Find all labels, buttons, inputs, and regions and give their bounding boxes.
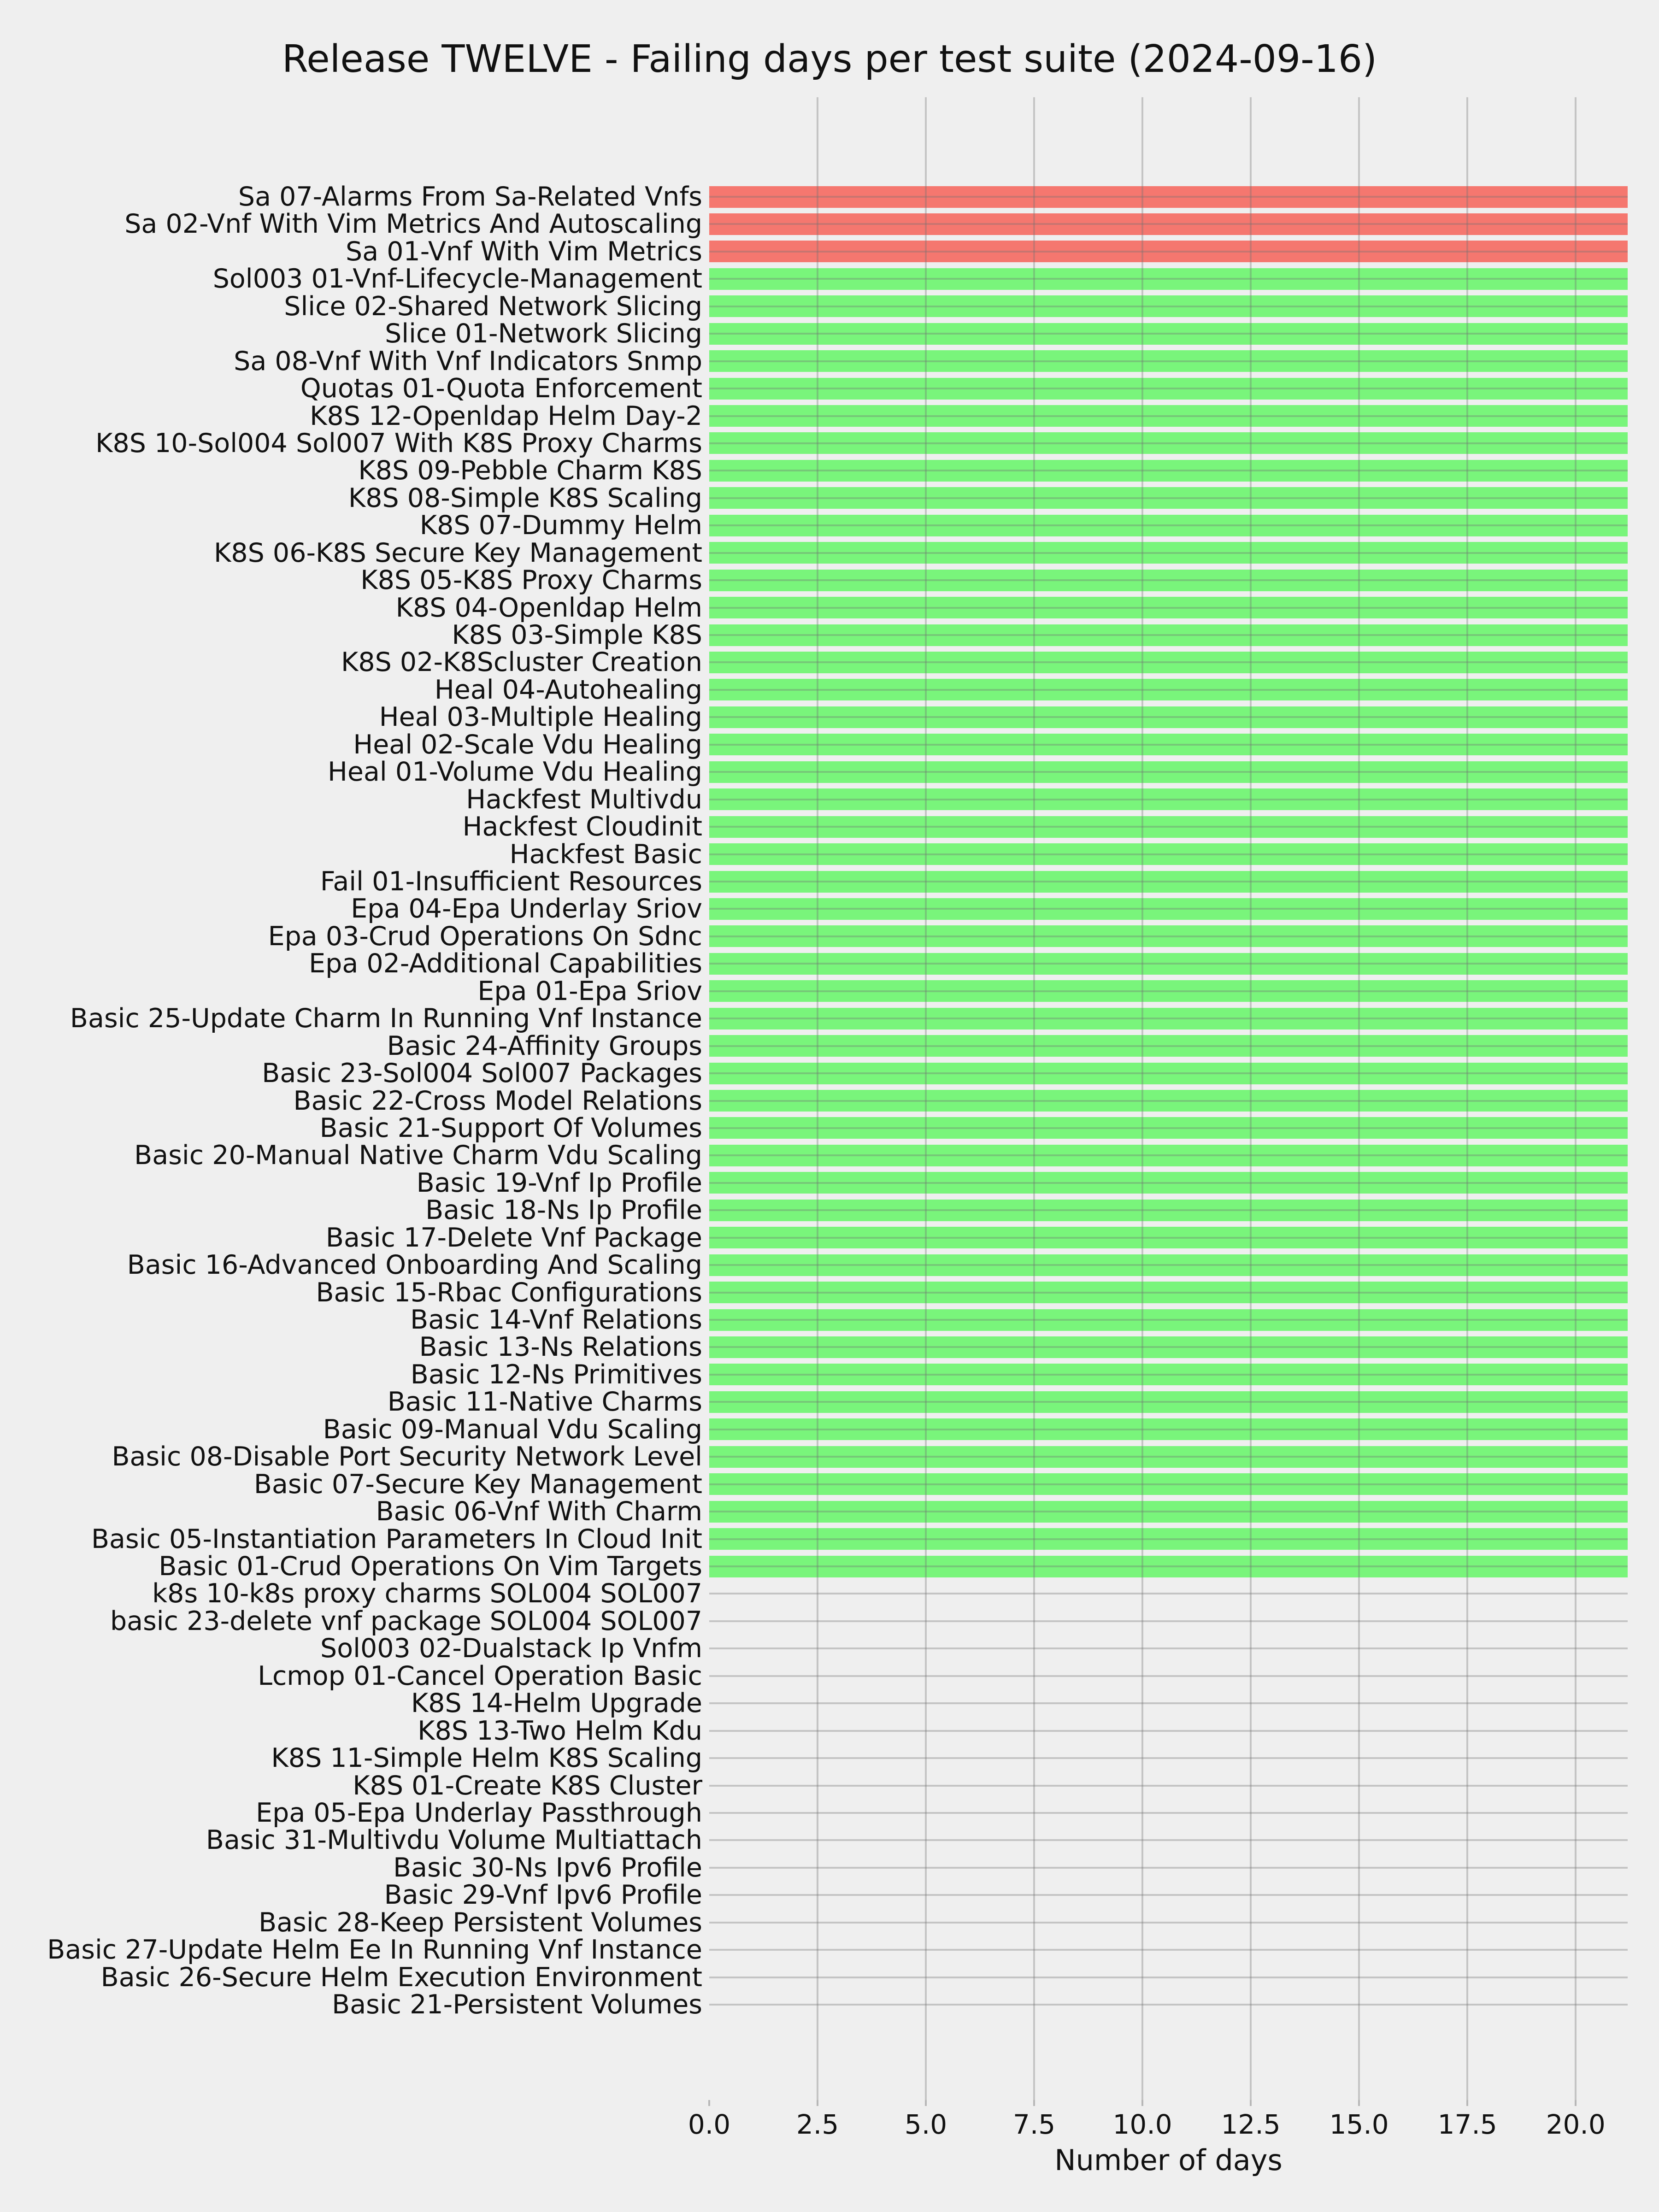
y-tick-label: K8S 02-K8Scluster Creation [341,647,702,678]
x-gridline [1466,97,1468,2100]
y-tick-label: k8s 10-k8s proxy charms SOL004 SOL007 [152,1578,702,1609]
x-axis-label: Number of days [1054,2143,1282,2177]
y-tick-label: Basic 25-Update Charm In Running Vnf Instance [70,1003,702,1034]
x-tick-mark [1575,2100,1577,2106]
y-tick-label: Fail 01-Insufficient Resources [320,866,702,897]
y-gridline [709,1565,1628,1567]
y-gridline [709,415,1628,417]
y-gridline [709,1894,1628,1896]
plot-area [709,97,1628,2100]
y-gridline [709,306,1628,307]
y-gridline [709,1209,1628,1211]
y-gridline [709,1401,1628,1403]
y-tick-label: K8S 11-Simple Helm K8S Scaling [271,1743,702,1774]
x-tick-mark [1358,2100,1360,2106]
y-tick-label: Epa 05-Epa Underlay Passthrough [256,1797,702,1828]
y-tick-label: Basic 11-Native Charms [387,1387,702,1418]
y-gridline [709,1264,1628,1266]
y-tick-label: K8S 13-Two Helm Kdu [418,1715,702,1746]
y-tick-label: Slice 02-Shared Network Slicing [284,291,702,322]
y-gridline [709,251,1628,253]
y-gridline [709,1785,1628,1787]
y-tick-label: Heal 03-Multiple Healing [379,702,702,733]
y-tick-label: Basic 23-Sol004 Sol007 Packages [262,1058,702,1089]
y-tick-label: Epa 02-Additional Capabilities [309,948,702,979]
y-tick-label: Basic 01-Crud Operations On Vim Targets [159,1551,702,1582]
y-tick-label: Sol003 02-Dualstack Ip Vnfm [320,1633,702,1664]
x-tick-mark [1466,2100,1468,2106]
y-gridline [709,607,1628,609]
y-tick-label: Basic 13-Ns Relations [419,1332,702,1363]
y-gridline [709,1374,1628,1376]
y-tick-label: Basic 19-Vnf Ip Profile [416,1167,702,1198]
x-tick-label: 15.0 [1329,2109,1389,2140]
y-tick-label: Hackfest Cloudinit [462,812,702,842]
y-gridline [709,1429,1628,1430]
y-gridline [709,1538,1628,1540]
x-gridline [925,97,927,2100]
y-tick-label: Basic 29-Vnf Ipv6 Profile [384,1880,702,1911]
y-gridline [709,1182,1628,1184]
y-tick-label: K8S 09-Pebble Charm K8S [358,455,702,486]
y-gridline [709,1867,1628,1869]
y-tick-label: Hackfest Basic [509,839,702,870]
y-gridline [709,935,1628,937]
y-tick-label: Sa 01-Vnf With Vim Metrics [346,236,702,267]
y-tick-label: Sol003 01-Vnf-Lifecycle-Management [212,264,702,294]
y-gridline [709,1593,1628,1594]
x-gridline [1033,97,1035,2100]
y-gridline [709,908,1628,910]
y-tick-label: Basic 17-Delete Vnf Package [325,1222,702,1253]
y-tick-label: Basic 31-Multivdu Volume Multiattach [206,1825,702,1856]
y-tick-label: Hackfest Multivdu [466,784,702,815]
y-tick-label: Heal 02-Scale Vdu Healing [353,729,702,760]
y-tick-label: K8S 14-Helm Upgrade [411,1688,702,1719]
y-gridline [709,1292,1628,1294]
y-tick-label: Sa 07-Alarms From Sa-Related Vnfs [238,182,702,212]
y-gridline [709,497,1628,499]
y-gridline [709,442,1628,444]
y-tick-label: Basic 22-Cross Model Relations [293,1085,702,1116]
y-gridline [709,196,1628,198]
y-tick-label: Basic 26-Secure Helm Execution Environment [100,1962,702,1993]
y-tick-label: Basic 24-Affinity Groups [387,1030,702,1061]
x-gridline [817,97,818,2100]
y-gridline [709,470,1628,471]
y-gridline [709,524,1628,526]
x-tick-mark [1141,2100,1143,2106]
y-gridline [709,799,1628,800]
y-tick-label: K8S 12-Openldap Helm Day-2 [310,400,702,431]
y-tick-label: K8S 05-K8S Proxy Charms [360,565,702,596]
y-tick-label: Sa 08-Vnf With Vnf Indicators Snmp [234,346,702,377]
y-gridline [709,278,1628,280]
y-gridline [709,881,1628,882]
x-gridline [1250,97,1252,2100]
y-gridline [709,1647,1628,1649]
x-tick-label: 12.5 [1221,2109,1281,2140]
y-gridline [709,744,1628,746]
y-gridline [709,1702,1628,1704]
y-gridline [709,223,1628,225]
x-tick-label: 10.0 [1112,2109,1172,2140]
y-gridline [709,552,1628,554]
y-gridline [709,1483,1628,1485]
y-gridline [709,1730,1628,1732]
y-tick-label: Basic 21-Persistent Volumes [332,1989,702,2020]
y-gridline [709,1839,1628,1841]
y-tick-label: Basic 20-Manual Native Charm Vdu Scaling [134,1140,702,1171]
y-gridline [709,1237,1628,1239]
y-tick-label: K8S 03-Simple K8S [452,620,702,651]
y-gridline [709,1319,1628,1321]
y-tick-label: Basic 05-Instantiation Parameters In Cloud Init [91,1524,702,1554]
x-gridline [1358,97,1360,2100]
y-gridline [709,853,1628,855]
y-tick-label: Basic 14-Vnf Relations [410,1305,702,1335]
y-gridline [709,963,1628,965]
y-gridline [709,661,1628,663]
y-tick-label: K8S 06-K8S Secure Key Management [213,537,702,568]
y-gridline [709,990,1628,992]
x-tick-label: 2.5 [796,2109,839,2140]
chart-title: Release TWELVE - Failing days per test suite (2024-09-16) [282,37,1377,81]
y-tick-label: Heal 01-Volume Vdu Healing [328,757,702,788]
y-tick-label: Epa 01-Epa Sriov [477,976,702,1006]
x-tick-label: 7.5 [1012,2109,1056,2140]
x-gridline [1575,97,1577,2100]
y-tick-label: Sa 02-Vnf With Vim Metrics And Autoscaling [124,209,702,240]
y-gridline [709,388,1628,389]
y-tick-label: K8S 01-Create K8S Cluster [353,1770,702,1801]
y-gridline [709,689,1628,691]
y-gridline [709,1812,1628,1814]
y-tick-label: Basic 08-Disable Port Security Network Level [112,1441,702,1472]
y-tick-label: Lcmop 01-Cancel Operation Basic [258,1660,702,1691]
y-tick-label: Basic 15-Rbac Configurations [316,1277,702,1308]
y-tick-label: Epa 03-Crud Operations On Sdnc [268,921,702,952]
y-gridline [709,1045,1628,1047]
y-tick-label: Basic 07-Secure Key Management [253,1469,702,1500]
y-gridline [709,1100,1628,1102]
y-gridline [709,1977,1628,1978]
y-gridline [709,634,1628,636]
x-tick-mark [1033,2100,1035,2106]
y-gridline [709,826,1628,828]
y-tick-label: Basic 18-Ns Ip Profile [425,1195,702,1226]
x-tick-label: 17.5 [1437,2109,1497,2140]
y-tick-label: Basic 12-Ns Primitives [410,1359,702,1390]
y-gridline [709,360,1628,362]
y-tick-label: Basic 09-Manual Vdu Scaling [323,1414,702,1445]
y-tick-label: Heal 04-Autohealing [434,674,702,705]
y-gridline [709,2004,1628,2006]
y-tick-label: Basic 28-Keep Persistent Volumes [259,1907,702,1938]
x-tick-mark [708,2100,710,2106]
y-gridline [709,716,1628,718]
y-tick-label: Basic 06-Vnf With Charm [376,1496,702,1527]
y-gridline [709,1949,1628,1951]
y-gridline [709,1072,1628,1074]
y-tick-label: Basic 30-Ns Ipv6 Profile [393,1852,702,1883]
y-tick-label: Quotas 01-Quota Enforcement [300,373,702,404]
x-tick-mark [925,2100,927,2106]
y-gridline [709,1154,1628,1156]
x-tick-mark [1250,2100,1252,2106]
x-gridline [1141,97,1143,2100]
y-tick-label: Basic 27-Update Helm Ee In Running Vnf Instance [47,1935,702,1965]
y-gridline [709,771,1628,773]
y-gridline [709,333,1628,335]
y-tick-label: basic 23-delete vnf package SOL004 SOL007 [110,1606,702,1636]
y-gridline [709,1511,1628,1512]
x-tick-label: 20.0 [1546,2109,1606,2140]
y-gridline [709,1456,1628,1458]
y-gridline [709,1127,1628,1129]
y-tick-label: K8S 08-Simple K8S Scaling [348,482,702,513]
y-tick-label: Epa 04-Epa Underlay Sriov [351,894,702,924]
y-tick-label: K8S 07-Dummy Helm [419,510,702,541]
y-gridline [709,1018,1628,1019]
y-gridline [709,1346,1628,1348]
y-tick-label: Basic 21-Support Of Volumes [319,1112,702,1143]
x-tick-mark [817,2100,818,2106]
x-tick-label: 0.0 [688,2109,731,2140]
y-gridline [709,1922,1628,1924]
y-gridline [709,1757,1628,1759]
y-tick-label: K8S 10-Sol004 Sol007 With K8S Proxy Charms [95,428,702,459]
y-tick-label: Slice 01-Network Slicing [385,318,702,349]
y-gridline [709,1675,1628,1677]
y-gridline [709,579,1628,581]
y-tick-label: Basic 16-Advanced Onboarding And Scaling [127,1250,702,1281]
x-tick-label: 5.0 [904,2109,947,2140]
y-tick-label: K8S 04-Openldap Helm [395,592,702,623]
y-gridline [709,1620,1628,1622]
